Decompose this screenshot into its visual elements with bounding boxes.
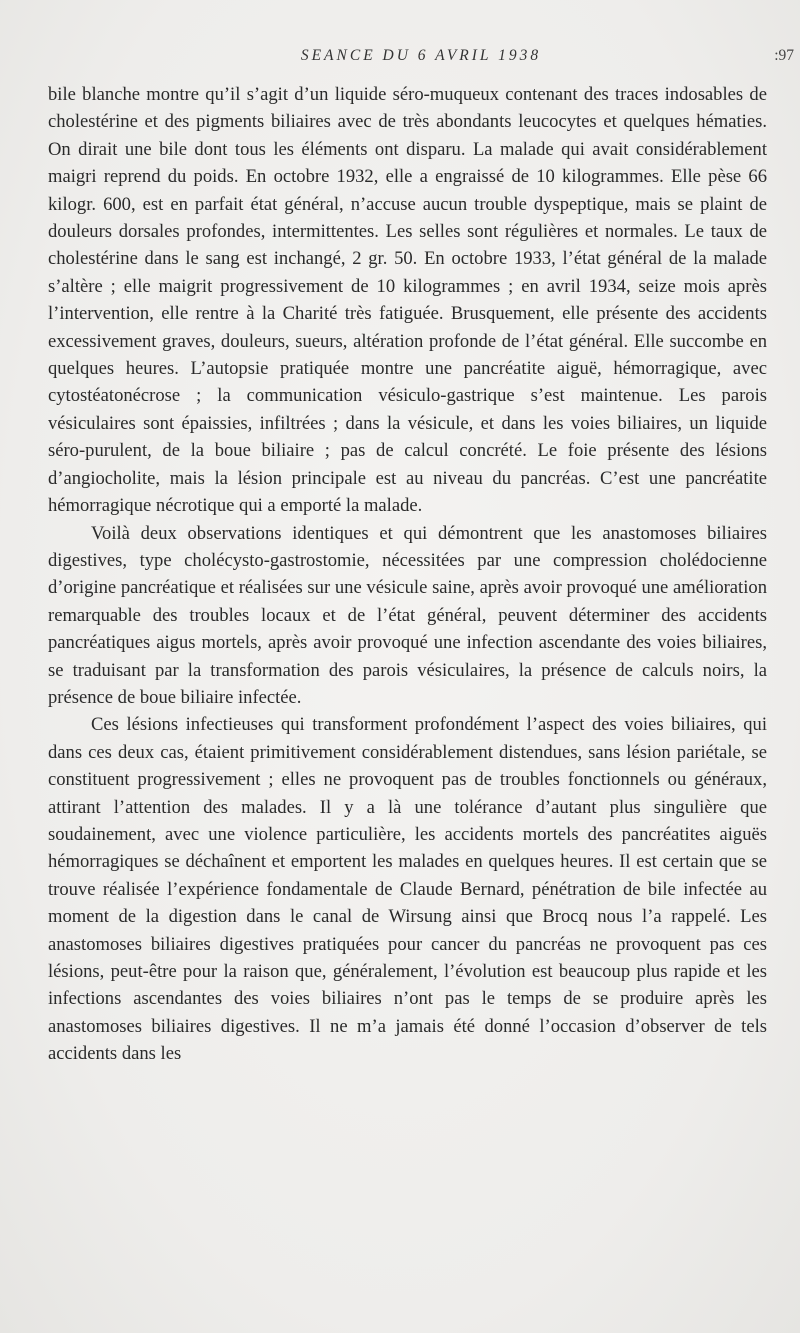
body-text (48, 81, 767, 1068)
paragraph-3: Ces lésions infectieuses qui transforment profondément l’aspect des voies biliaires, qui dans ces deux cas, étaient primitivement considérablement distendues, sans lésion pariétale, se constituent progressivement ; elles ne provoquent pas de troubles fonctionnels ou généraux, attirant l’attention des malades. Il y a là une tolérance d’autant plus singulière que soudainement, avec une violence particulière, les accidents mortels des pancréatites aiguës hémorragiques se déchaînent et emportent les malades en quelques heures. Il est certain que se trouve réalisée l’expérience fondamentale de Claude Bernard, pénétration de bile infectée au moment de la digestion dans le canal de Wirsung ainsi que Brocq nous l’a rappelé. Les anastomoses biliaires digestives pratiquées pour cancer du pancréas ne provoquent pas ces lésions, peut-être pour la raison que, généralement, l’évolution est beaucoup plus rapide et les infections ascendantes des voies biliaires n’ont pas le temps de se produire après les anastomoses biliaires digestives. Il ne m’a jamais été donné l’occasion d’observer de tels accidents dans les (48, 714, 767, 1065)
page-header (48, 47, 794, 75)
paragraph-1: bile blanche montre qu’il s’agit d’un liquide séro-muqueux contenant des traces indosables de cholestérine et des pigments biliaires avec de très abondants leucocytes et quelques hématies. On dirait une bile dont tous les éléments ont disparu. La malade qui avait considérablement maigri reprend du poids. En octobre 1932, elle a engraissé de 10 kilogrammes. Elle pèse 66 kilogr. 600, est en parfait état général, n’accuse aucun trouble dyspeptique, mais se plaint de douleurs dorsales profondes, intermittentes. Les selles sont régulières et normales. Le taux de cholestérine dans le sang est inchangé, 2 gr. 50. En octobre 1933, l’état général de la malade s’altère ; elle maigrit progressivement de 10 kilogrammes ; en avril 1934, seize mois après l’intervention, elle rentre à la Charité très fatiguée. Brusquement, elle présente des accidents excessivement graves, douleurs, sueurs, altération profonde de l’état général. Elle succombe en quelques heures. L’autopsie pratiquée montre une pancréatite aiguë, hémorragique, avec cytostéatonécrose ; la communication vésiculo-gastrique s’est maintenue. Les parois vésiculaires sont épaissies, infiltrées ; dans la vésicule, et dans les voies biliaires, un liquide séro-purulent, de la boue biliaire ; pas de calcul concrété. Le foie présente des lésions d’angiocholite, mais la lésion principale est au niveau du pancréas. C’est une pancréatite hémorragique nécrotique qui a emporté la malade. (48, 84, 767, 517)
paragraph-2: Voilà deux observations identiques et qui démontrent que les anastomoses biliaires digestives, type cholécysto-gastrostomie, nécessitées par une compression cholédocienne d’origine pancréatique et réalisées sur une vésicule saine, après avoir provoqué une amélioration remarquable des troubles locaux et de l’état général, peuvent déterminer des accidents pancréatiques aigus mortels, après avoir provoqué une infection ascendante des voies biliaires, se traduisant par la transformation des parois vésiculaires, la présence de calculs noirs, la présence de boue biliaire infectée. (48, 522, 767, 708)
page-number: :97 (774, 47, 794, 64)
running-title: SEANCE DU 6 AVRIL 1938 (300, 47, 542, 64)
